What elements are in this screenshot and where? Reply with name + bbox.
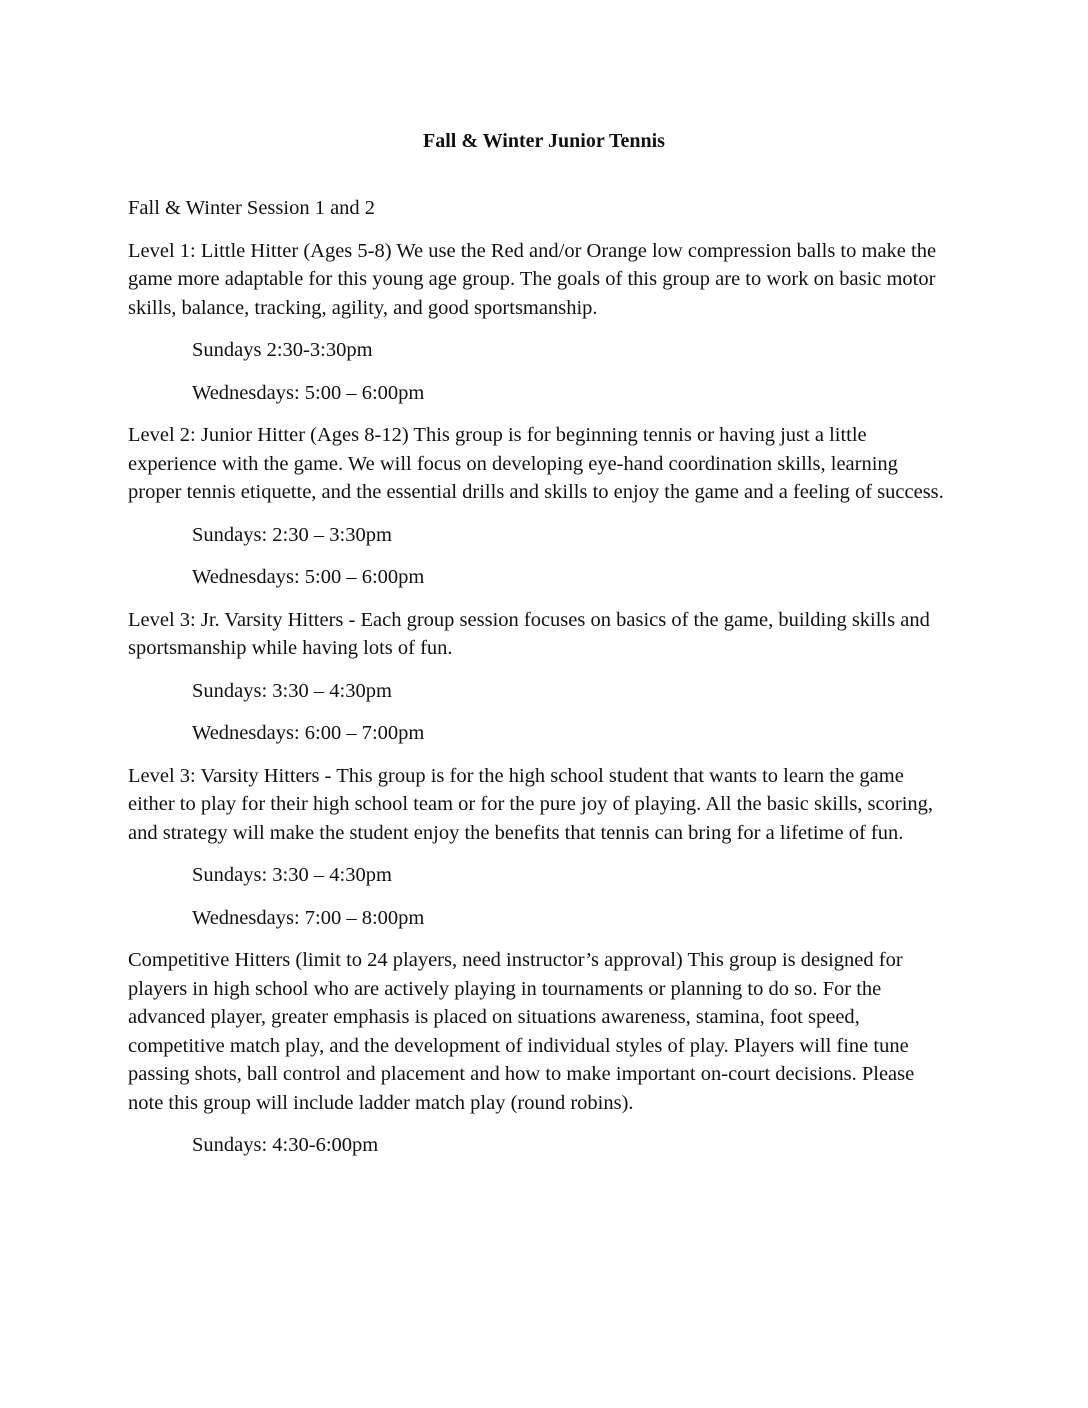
level-3-varsity-section xyxy=(128,762,952,933)
schedule-line: Wednesdays: 5:00 – 6:00pm xyxy=(192,381,425,404)
level-description: Level 3: Jr. Varsity Hitters - Each group session focuses on basics of the game, building skills and sportsmanship while having lots of fun. xyxy=(128,608,930,659)
level-description: Level 2: Junior Hitter (Ages 8-12) This group is for beginning tennis or having just a little experience with the game. We will focus on developing eye-hand coordination skills, learning proper tennis etiquette, and the essential drills and skills to enjoy the game and a feeling of success. xyxy=(128,424,944,503)
level-description: Competitive Hitters (limit to 24 players, need instructor’s approval) This group is designed for players in high school who are actively playing in tournaments or planning to do so. For the advanced player, greater emphasis is placed on situations awareness, stamina, foot speed, competitive match play, and the development of individual styles of play. Players will fine tune passing shots, ball control and placement and how to make important on-court decisions. Please note this group will include ladder match play (round robins). xyxy=(128,949,915,1114)
document-title: Fall & Winter Junior Tennis xyxy=(423,130,665,152)
schedule-line: Sundays: 4:30-6:00pm xyxy=(192,1134,379,1156)
level-description: Level 3: Varsity Hitters - This group is for the high school student that wants to learn the game either to play for their high school team or for the pure joy of playing. All the basic skills, scoring, and strategy will make the student enjoy the benefits that tennis can bring for a lifetime of fun. xyxy=(128,764,934,844)
schedule-line: Sundays: 3:30 – 4:30pm xyxy=(192,679,392,702)
schedule-line: Sundays: 3:30 – 4:30pm xyxy=(192,864,392,886)
level-3-jv-section xyxy=(128,606,952,748)
session-intro: Fall & Winter Session 1 and 2 xyxy=(128,197,376,219)
schedule-line: Sundays: 2:30 – 3:30pm xyxy=(192,523,392,546)
schedule-line: Wednesdays: 7:00 – 8:00pm xyxy=(192,906,425,929)
competitive-hitters-section xyxy=(128,946,952,1160)
schedule-line: Wednesdays: 5:00 – 6:00pm xyxy=(192,566,425,588)
schedule-line: Sundays 2:30-3:30pm xyxy=(192,339,373,361)
schedule-line: Wednesdays: 6:00 – 7:00pm xyxy=(192,722,425,744)
level-2-section xyxy=(128,421,952,592)
level-description: Level 1: Little Hitter (Ages 5-8) We use the Red and/or Orange low compression balls to make the game more adaptable for this young age group. The goals of this group are to work on basic motor skills, balance, tracking, agility, and good sportsmanship. xyxy=(128,239,937,319)
document-body xyxy=(128,194,952,1174)
level-1-section xyxy=(128,237,952,408)
